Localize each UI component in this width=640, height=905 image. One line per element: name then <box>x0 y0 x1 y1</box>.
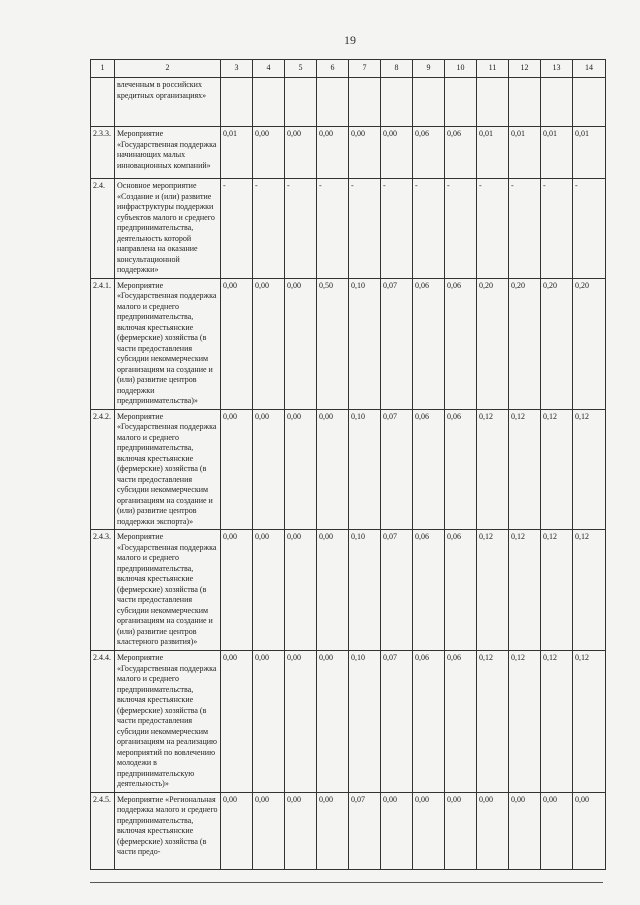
value-cell: 0,00 <box>317 409 349 530</box>
value-cell: 0,06 <box>413 409 445 530</box>
value-cell: 0,07 <box>381 278 413 409</box>
value-cell: 0,00 <box>381 127 413 179</box>
value-cell: 0,12 <box>573 530 606 651</box>
value-cell: 0,20 <box>573 278 606 409</box>
value-cell: 0,00 <box>445 792 477 869</box>
value-cell: 0,00 <box>541 792 573 869</box>
value-cell: 0,12 <box>541 530 573 651</box>
value-cell: 0,00 <box>253 792 285 869</box>
value-cell: - <box>285 179 317 279</box>
value-cell: 0,50 <box>317 278 349 409</box>
table-row <box>91 179 606 279</box>
value-cell: - <box>541 179 573 279</box>
table-bottom-edge <box>90 882 603 883</box>
value-cell: 0,12 <box>573 409 606 530</box>
row-description-cell: Мероприятие «Государственная поддержка малого и среднего предпринимательства, включая крестьянские (фермерские) хозяйства (в части предоставления субсидии некоммерческим организациям на реализацию мероприятий по вовлечению молодежи в предпринимательскую деятельность)» <box>115 651 221 793</box>
value-cell: 0,10 <box>349 530 381 651</box>
row-number-cell: 2.4.2. <box>91 409 115 530</box>
value-cell: 0,00 <box>381 792 413 869</box>
value-cell: 0,01 <box>509 127 541 179</box>
column-number-cell: 12 <box>509 60 541 78</box>
value-cell: 0,00 <box>285 278 317 409</box>
value-cell <box>285 78 317 127</box>
value-cell <box>317 78 349 127</box>
column-number-cell: 9 <box>413 60 445 78</box>
value-cell: 0,00 <box>285 127 317 179</box>
value-cell: 0,06 <box>445 278 477 409</box>
value-cell: - <box>477 179 509 279</box>
value-cell: 0,12 <box>477 409 509 530</box>
value-cell: 0,01 <box>573 127 606 179</box>
value-cell: 0,06 <box>413 530 445 651</box>
value-cell: 0,20 <box>541 278 573 409</box>
value-cell: 0,00 <box>317 127 349 179</box>
row-number-cell: 2.4.5. <box>91 792 115 869</box>
value-cell: 0,00 <box>317 651 349 793</box>
column-number-cell: 8 <box>381 60 413 78</box>
value-cell: 0,00 <box>221 409 253 530</box>
value-cell: 0,06 <box>413 651 445 793</box>
row-number-cell: 2.4.1. <box>91 278 115 409</box>
value-cell: 0,00 <box>349 127 381 179</box>
value-cell: 0,20 <box>509 278 541 409</box>
value-cell: 0,07 <box>381 651 413 793</box>
value-cell: - <box>573 179 606 279</box>
value-cell <box>477 78 509 127</box>
value-cell: 0,12 <box>509 530 541 651</box>
row-description-cell: Мероприятие «Государственная поддержка малого и среднего предпринимательства, включая крестьянские (фермерские) хозяйства (в части предоставления субсидии некоммерческим организациям на создание и (или) развитие центров кластерного развития)» <box>115 530 221 651</box>
value-cell: 0,00 <box>221 792 253 869</box>
row-number-cell: 2.4.3. <box>91 530 115 651</box>
table-row <box>91 78 606 127</box>
column-number-cell: 7 <box>349 60 381 78</box>
table-row <box>91 278 606 409</box>
row-description-cell: Мероприятие «Государственная поддержка малого и среднего предпринимательства, включая крестьянские (фермерские) хозяйства (в части предоставления субсидии некоммерческим организациям на создание и (или) развитие центров поддержки предпринимательства)» <box>115 278 221 409</box>
value-cell: - <box>413 179 445 279</box>
value-cell <box>253 78 285 127</box>
value-cell <box>573 78 606 127</box>
column-number-cell: 14 <box>573 60 606 78</box>
value-cell: 0,07 <box>381 409 413 530</box>
indicator-table <box>90 59 606 870</box>
column-number-cell: 2 <box>115 60 221 78</box>
value-cell: 0,06 <box>445 409 477 530</box>
value-cell <box>381 78 413 127</box>
value-cell: 0,00 <box>253 127 285 179</box>
value-cell: 0,12 <box>477 651 509 793</box>
page-number: 19 <box>344 33 356 47</box>
value-cell: 0,06 <box>445 127 477 179</box>
column-number-cell: 3 <box>221 60 253 78</box>
row-description-cell: влеченным в российских кредитных организациях» <box>115 78 221 127</box>
value-cell: 0,00 <box>477 792 509 869</box>
value-cell: 0,00 <box>573 792 606 869</box>
table-row <box>91 792 606 869</box>
value-cell: 0,00 <box>285 530 317 651</box>
value-cell <box>413 78 445 127</box>
value-cell: 0,01 <box>221 127 253 179</box>
value-cell: 0,12 <box>541 409 573 530</box>
value-cell: 0,07 <box>381 530 413 651</box>
value-cell: 0,10 <box>349 409 381 530</box>
value-cell: - <box>381 179 413 279</box>
value-cell: 0,00 <box>509 792 541 869</box>
value-cell <box>221 78 253 127</box>
value-cell: 0,00 <box>413 792 445 869</box>
value-cell: 0,00 <box>253 409 285 530</box>
value-cell: 0,06 <box>413 127 445 179</box>
value-cell: 0,00 <box>285 792 317 869</box>
value-cell: 0,12 <box>509 651 541 793</box>
value-cell: 0,10 <box>349 651 381 793</box>
value-cell: 0,00 <box>285 409 317 530</box>
value-cell: - <box>445 179 477 279</box>
value-cell: 0,20 <box>477 278 509 409</box>
value-cell: 0,00 <box>253 278 285 409</box>
table-row <box>91 530 606 651</box>
value-cell: 0,12 <box>573 651 606 793</box>
value-cell: - <box>253 179 285 279</box>
value-cell: 0,00 <box>285 651 317 793</box>
table-row <box>91 651 606 793</box>
value-cell: 0,01 <box>541 127 573 179</box>
table-row <box>91 127 606 179</box>
value-cell: 0,00 <box>221 278 253 409</box>
column-number-cell: 13 <box>541 60 573 78</box>
column-number-cell: 10 <box>445 60 477 78</box>
value-cell: 0,10 <box>349 278 381 409</box>
value-cell: 0,12 <box>509 409 541 530</box>
value-cell <box>541 78 573 127</box>
column-number-cell: 1 <box>91 60 115 78</box>
value-cell: 0,00 <box>253 651 285 793</box>
value-cell: 0,12 <box>541 651 573 793</box>
value-cell: 0,06 <box>413 278 445 409</box>
column-number-cell: 11 <box>477 60 509 78</box>
value-cell: 0,06 <box>445 651 477 793</box>
row-number-cell <box>91 78 115 127</box>
row-number-cell: 2.3.3. <box>91 127 115 179</box>
value-cell <box>349 78 381 127</box>
column-number-row <box>91 60 606 78</box>
table-row <box>91 409 606 530</box>
value-cell: 0,00 <box>221 651 253 793</box>
value-cell: - <box>509 179 541 279</box>
column-number-cell: 6 <box>317 60 349 78</box>
row-number-cell: 2.4.4. <box>91 651 115 793</box>
value-cell <box>445 78 477 127</box>
row-description-cell: Основное мероприятие «Создание и (или) развитие инфраструктуры поддержки субъектов малого и среднего предпринимательства, деятельность которой направлена на оказание консультационной поддержки» <box>115 179 221 279</box>
value-cell: 0,01 <box>477 127 509 179</box>
value-cell: 0,00 <box>221 530 253 651</box>
column-number-cell: 5 <box>285 60 317 78</box>
column-number-cell: 4 <box>253 60 285 78</box>
row-description-cell: Мероприятие «Государственная поддержка малого и среднего предпринимательства, включая крестьянские (фермерские) хозяйства (в части предоставления субсидии некоммерческим организациям на создание и (или) развитие центров поддержки экспорта)» <box>115 409 221 530</box>
value-cell: 0,12 <box>477 530 509 651</box>
value-cell: 0,07 <box>349 792 381 869</box>
row-description-cell: Мероприятие «Государственная поддержка начинающих малых инновационных компаний» <box>115 127 221 179</box>
value-cell: - <box>349 179 381 279</box>
value-cell: - <box>317 179 349 279</box>
value-cell <box>509 78 541 127</box>
row-number-cell: 2.4. <box>91 179 115 279</box>
row-description-cell: Мероприятие «Региональная поддержка малого и среднего предпринимательства, включая крестьянские (фермерские) хозяйства (в части предо- <box>115 792 221 869</box>
value-cell: 0,00 <box>317 530 349 651</box>
value-cell: 0,00 <box>253 530 285 651</box>
value-cell: 0,00 <box>317 792 349 869</box>
value-cell: - <box>221 179 253 279</box>
value-cell: 0,06 <box>445 530 477 651</box>
